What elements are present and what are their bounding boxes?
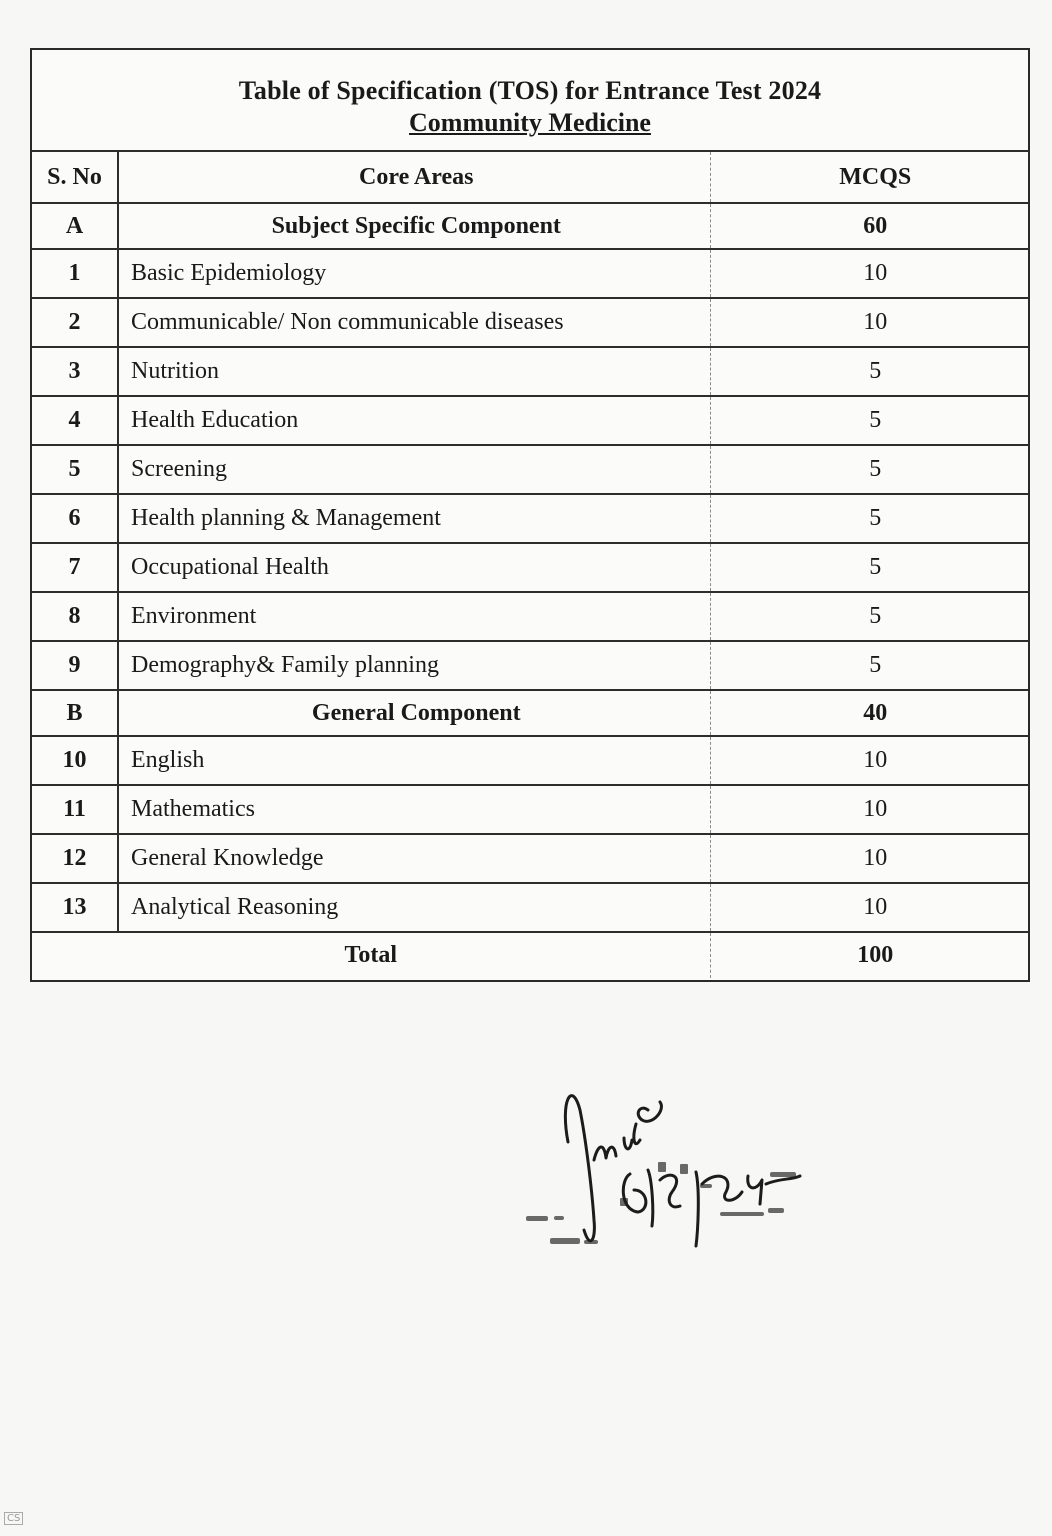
row-mcqs: 10: [710, 834, 1028, 883]
row-core-area: Environment: [118, 592, 710, 641]
document-title: Table of Specification (TOS) for Entrance Test 2024: [238, 76, 822, 105]
row-mcqs: 5: [710, 494, 1028, 543]
row-core-area: Mathematics: [118, 785, 710, 834]
section-mcqs: 60: [710, 203, 1028, 249]
title-block: [32, 50, 1028, 150]
section-mcqs: 40: [710, 690, 1028, 736]
row-mcqs: 5: [710, 445, 1028, 494]
row-mcqs: 10: [710, 298, 1028, 347]
row-core-area: Nutrition: [118, 347, 710, 396]
row-sno: 2: [32, 298, 118, 347]
row-sno: 12: [32, 834, 118, 883]
handwritten-signature-image: [520, 1080, 820, 1270]
row-sno: 5: [32, 445, 118, 494]
total-row: [32, 932, 1028, 978]
table-row: [32, 736, 1028, 785]
section-row-b: [32, 690, 1028, 736]
table-row: [32, 883, 1028, 932]
row-core-area: English: [118, 736, 710, 785]
tos-table: [32, 150, 1028, 978]
row-sno: 1: [32, 249, 118, 298]
row-mcqs: 5: [710, 641, 1028, 690]
row-mcqs: 10: [710, 736, 1028, 785]
table-row: [32, 396, 1028, 445]
section-label: Subject Specific Component: [118, 203, 710, 249]
row-sno: 13: [32, 883, 118, 932]
table-header-row: [32, 151, 1028, 203]
row-sno: 3: [32, 347, 118, 396]
table-row: [32, 298, 1028, 347]
total-label: Total: [32, 932, 710, 978]
header-core-areas: Core Areas: [118, 151, 710, 203]
table-row: [32, 445, 1028, 494]
row-sno: 6: [32, 494, 118, 543]
row-mcqs: 5: [710, 347, 1028, 396]
row-sno: 11: [32, 785, 118, 834]
row-core-area: Health Education: [118, 396, 710, 445]
table-row: [32, 543, 1028, 592]
row-mcqs: 10: [710, 883, 1028, 932]
header-sno: S. No: [32, 151, 118, 203]
row-mcqs: 10: [710, 785, 1028, 834]
row-mcqs: 10: [710, 249, 1028, 298]
row-core-area: Occupational Health: [118, 543, 710, 592]
row-core-area: Basic Epidemiology: [118, 249, 710, 298]
row-sno: 4: [32, 396, 118, 445]
row-sno: 7: [32, 543, 118, 592]
table-row: [32, 249, 1028, 298]
row-sno: 9: [32, 641, 118, 690]
row-core-area: Health planning & Management: [118, 494, 710, 543]
row-mcqs: 5: [710, 396, 1028, 445]
table-row: [32, 785, 1028, 834]
section-sno: B: [32, 690, 118, 736]
row-core-area: Analytical Reasoning: [118, 883, 710, 932]
table-row: [32, 347, 1028, 396]
row-core-area: Communicable/ Non communicable diseases: [118, 298, 710, 347]
row-core-area: Demography& Family planning: [118, 641, 710, 690]
table-row: [32, 592, 1028, 641]
section-sno: A: [32, 203, 118, 249]
signature-stamp: [520, 1080, 820, 1270]
row-mcqs: 5: [710, 543, 1028, 592]
document-page: [30, 48, 1030, 982]
row-sno: 8: [32, 592, 118, 641]
row-mcqs: 5: [710, 592, 1028, 641]
document-subtitle: Community Medicine: [409, 108, 651, 137]
row-core-area: Screening: [118, 445, 710, 494]
row-sno: 10: [32, 736, 118, 785]
section-row-a: [32, 203, 1028, 249]
total-mcqs: 100: [710, 932, 1028, 978]
header-mcqs: MCQS: [710, 151, 1028, 203]
section-label: General Component: [118, 690, 710, 736]
row-core-area: General Knowledge: [118, 834, 710, 883]
table-row: [32, 834, 1028, 883]
scanner-watermark: CS: [4, 1512, 23, 1525]
table-row: [32, 494, 1028, 543]
table-row: [32, 641, 1028, 690]
